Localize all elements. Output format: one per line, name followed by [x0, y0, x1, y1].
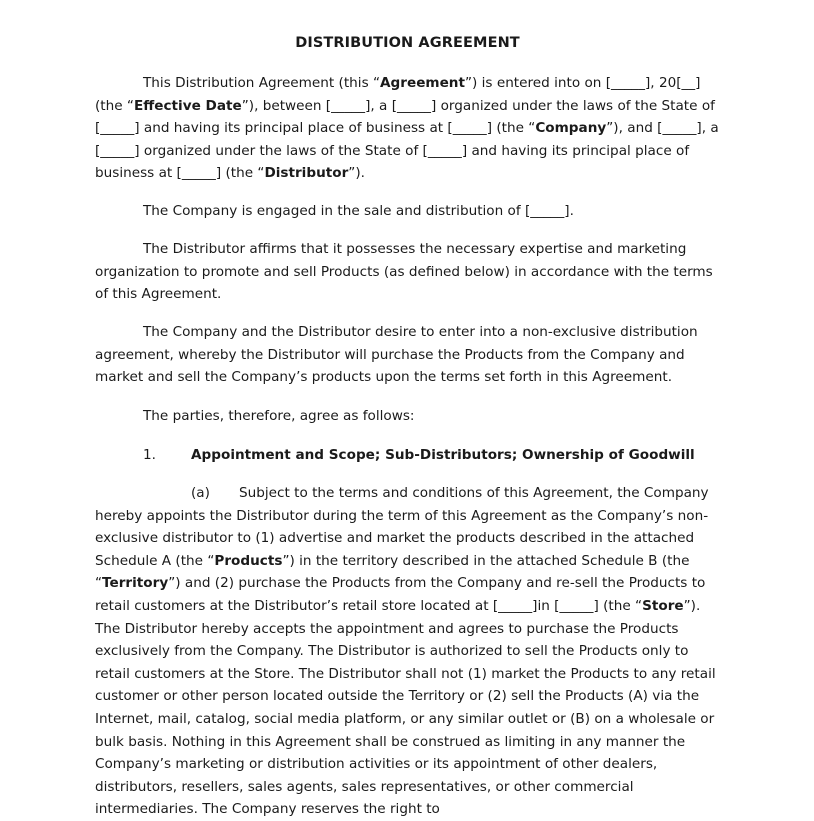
recital-paragraph: The Company is engaged in the sale and distribution of [_____].: [143, 203, 574, 219]
intro-text-3: ”), between [_____], a [_____] organized under the laws of the State of [_____] and having its principal place of business at [_____] (the “: [95, 97, 715, 137]
defined-term-territory: Territory: [102, 575, 169, 592]
defined-term-agreement: Agreement: [380, 75, 465, 91]
defined-term-store: Store: [642, 597, 684, 614]
recital-paragraph: The Company and the Distributor desire to enter into a non-exclusive distribution agreement, whereby the Distributor will purchase the Products from the Company and market and sell the Company’s products upon the terms set forth in this Agreement.: [95, 324, 698, 386]
intro-paragraph: [95, 72, 720, 185]
subsection-paragraph: [95, 482, 720, 821]
defined-term-products: Products: [214, 552, 283, 569]
intro-text-1: This Distribution Agreement (this “: [143, 75, 381, 91]
subsection-label: (a): [191, 485, 210, 501]
intro-text-4: ”), and [_____], a [_____] organized under the laws of the State of [_____] and having its principal place of business at [_____] (the “: [95, 120, 719, 182]
subsection-text-4: ”). The Distributor hereby accepts the appointment and agrees to purchase the Products exclusively from the Company. The Distributor is authorized to sell the Products only to retail customers at the Store. The Distributor shall not (1) market the Products to any retail customer or other person located outside the Territory or (2) sell the Products (A) via the Internet, mail, catalog, social media platform, or any similar outlet or (B) on a wholesale or bulk basis. Nothing in this Agreement shall be construed as limiting in any manner the Company’s marketing or distribution activities or its appointment of other dealers, distributors, resellers, sales agents, sales representatives, or other commercial intermediaries. The Company reserves the right to: [95, 597, 716, 818]
intro-text-2: ”) is entered into on [_____], 20[__] (the “: [95, 75, 701, 114]
defined-term-effective-date: Effective Date: [133, 97, 242, 114]
subsection-text-1: Subject to the terms and conditions of this Agreement, the Company hereby appoints the Distributor during the term of this Agreement as the Company’s non-exclusive distributor to (1) advertise and market the products described in the attached Schedule A (the “: [95, 485, 709, 569]
subsection-text-2: ”) in the territory described in the attached Schedule B (the “: [95, 552, 690, 592]
section-number: 1.: [143, 447, 156, 463]
subsection-text-3: ”) and (2) purchase the Products from the Company and re-sell the Products to retail customers at the Distributor’s retail store located at [_____]in [_____] (the “: [95, 575, 706, 614]
intro-text-5: ”).: [348, 165, 365, 182]
section-title: Appointment and Scope; Sub-Distributors; Ownership of Goodwill: [191, 447, 695, 463]
defined-term-distributor: Distributor: [264, 165, 349, 182]
recital-paragraph: The Distributor affirms that it possesses the necessary expertise and marketing organization to promote and sell Products (as defined below) in accordance with the terms of this Agreement.: [95, 241, 713, 303]
agreement-lead-in: The parties, therefore, agree as follows:: [143, 408, 415, 424]
document-title: DISTRIBUTION AGREEMENT: [295, 35, 520, 51]
defined-term-company: Company: [535, 120, 607, 137]
